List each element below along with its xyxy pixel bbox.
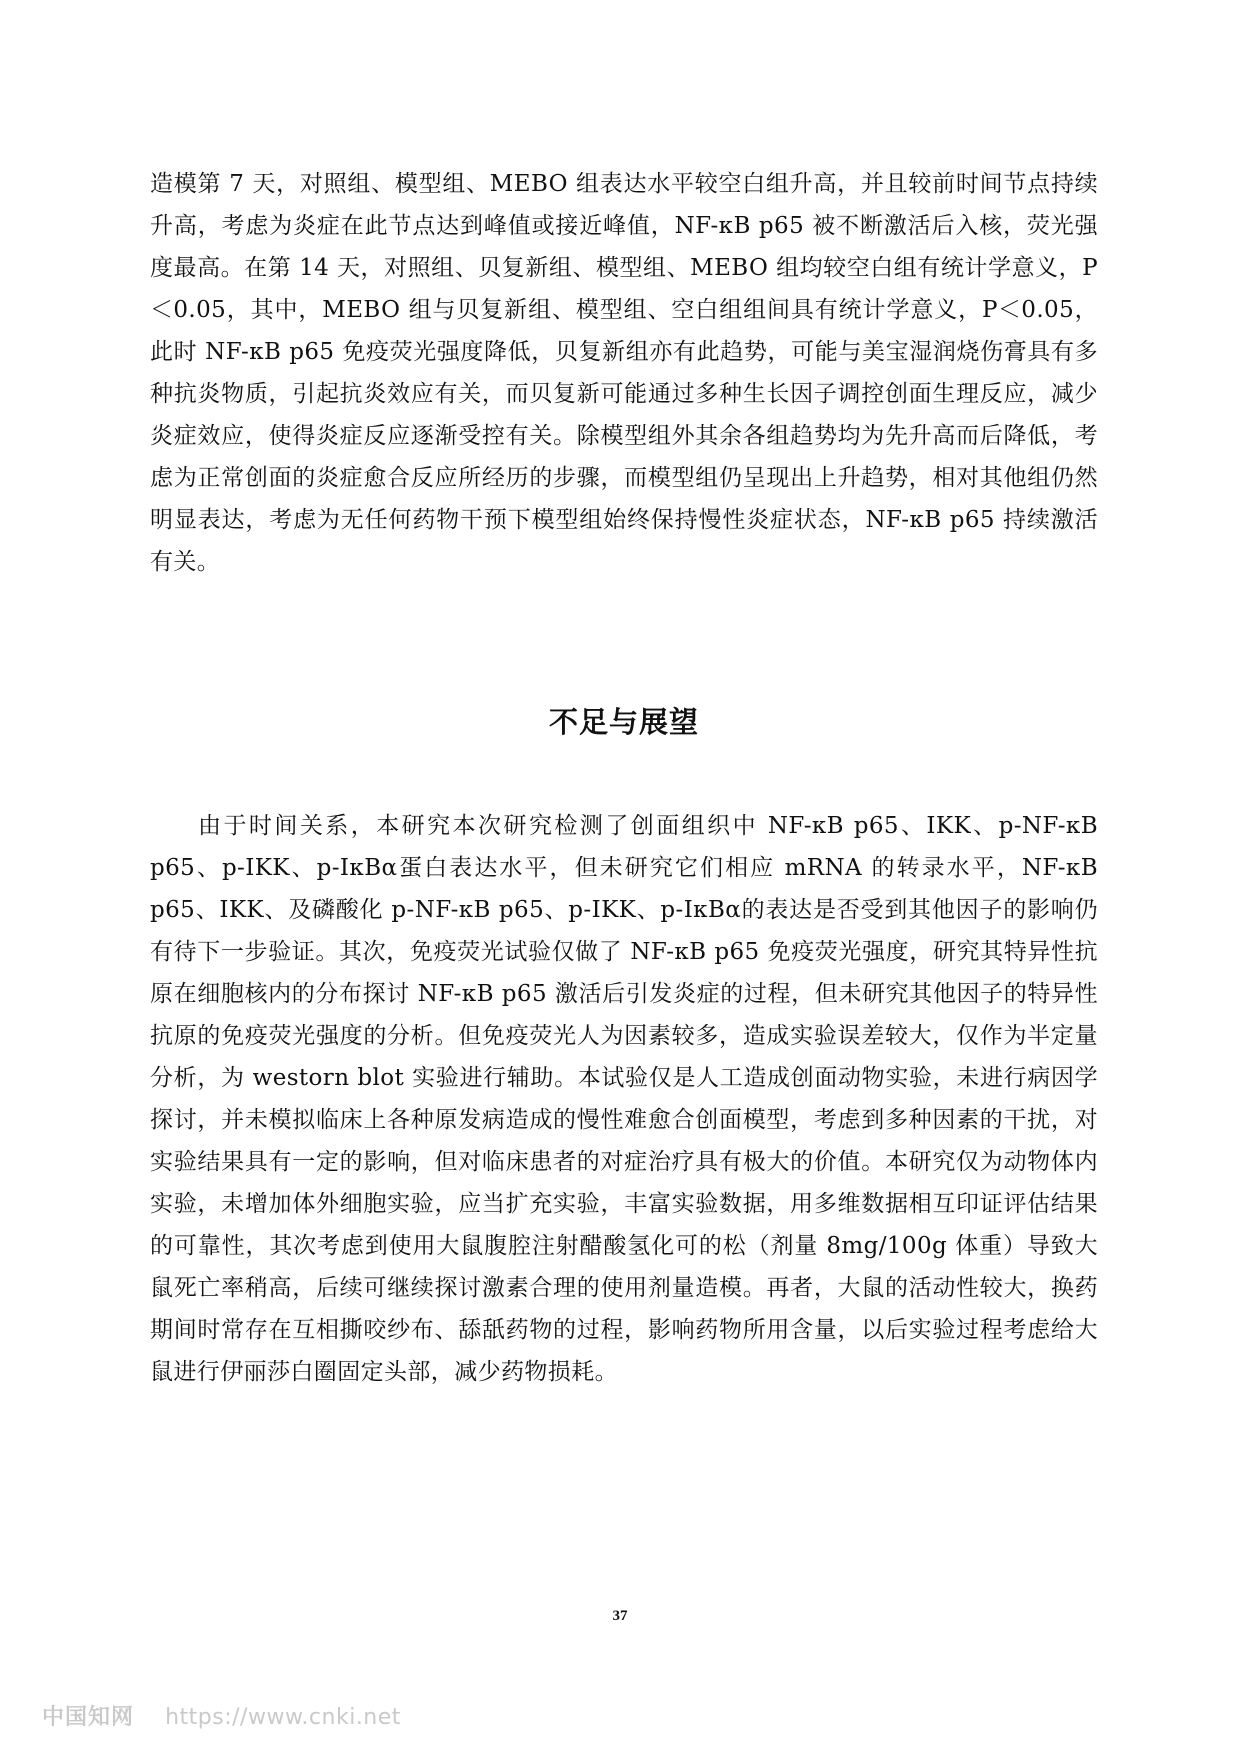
- watermark-url: https://www.cnki.net: [165, 1705, 401, 1730]
- watermark-logo-text: 中国知网: [42, 1705, 135, 1730]
- section-heading: 不足与展望: [548, 705, 699, 739]
- cnki-watermark: [42, 1700, 401, 1731]
- page-number: 37: [612, 1608, 628, 1624]
- body-paragraph-results: 造模第 7 天，对照组、模型组、MEBO 组表达水平较空白组升高，并且较前时间节点持续升高，考虑为炎症在此节点达到峰值或接近峰值，NF-κB p65 被不断激活后入核，荧光强度最高。在第 14 天，对照组、贝复新组、模型组、MEBO 组均较空白组有统计学意义，P＜0.05，其中，MEBO 组与贝复新组、模型组、空白组组间具有统计学意义，P＜0.05，此时 NF-κB p65 免疫荧光强度降低，贝复新组亦有此趋势，可能与美宝湿润烧伤膏具有多种抗炎物质，引起抗炎效应有关，而贝复新可能通过多种生长因子调控创面生理反应，减少炎症效应，使得炎症反应逐渐受控有关。除模型组外其余各组趋势均为先升高而后降低，考虑为正常创面的炎症愈合反应所经历的步骤，而模型组仍呈现出上升趋势，相对其他组仍然明显表达，考虑为无任何药物干预下模型组始终保持慢性炎症状态，NF-κB p65 持续激活有关。: [150, 171, 1098, 575]
- body-paragraph-limitations: 由于时间关系，本研究本次研究检测了创面组织中 NF-κB p65、IKK、p-NF-κB p65、p-IKK、p-IκBα蛋白表达水平，但未研究它们相应 mRNA 的转录水平，NF-κB p65、IKK、及磷酸化 p-NF-κB p65、p-IKK、p-IκBα的表达是否受到其他因子的影响仍有待下一步验证。其次，免疫荧光试验仅做了 NF-κB p65 免疫荧光强度，研究其特异性抗原在细胞核内的分布探讨 NF-κB p65 激活后引发炎症的过程，但未研究其他因子的特异性抗原的免疫荧光强度的分析。但免疫荧光人为因素较多，造成实验误差较大，仅作为半定量分析，为 westorn blot 实验进行辅助。本试验仅是人工造成创面动物实验，未进行病因学探讨，并未模拟临床上各种原发病造成的慢性难愈合创面模型，考虑到多种因素的干扰，对实验结果具有一定的影响，但对临床患者的对症治疗具有极大的价值。本研究仅为动物体内实验，未增加体外细胞实验，应当扩充实验，丰富实验数据，用多维数据相互印证评估结果的可靠性，其次考虑到使用大鼠腹腔注射醋酸氢化可的松（剂量 8mg/100g 体重）导致大鼠死亡率稍高，后续可继续探讨激素合理的使用剂量造模。再者，大鼠的活动性较大，换药期间时常存在互相撕咬纱布、舔舐药物的过程，影响药物所用含量，以后实验过程考虑给大鼠进行伊丽莎白圈固定头部，减少药物损耗。: [150, 813, 1098, 1385]
